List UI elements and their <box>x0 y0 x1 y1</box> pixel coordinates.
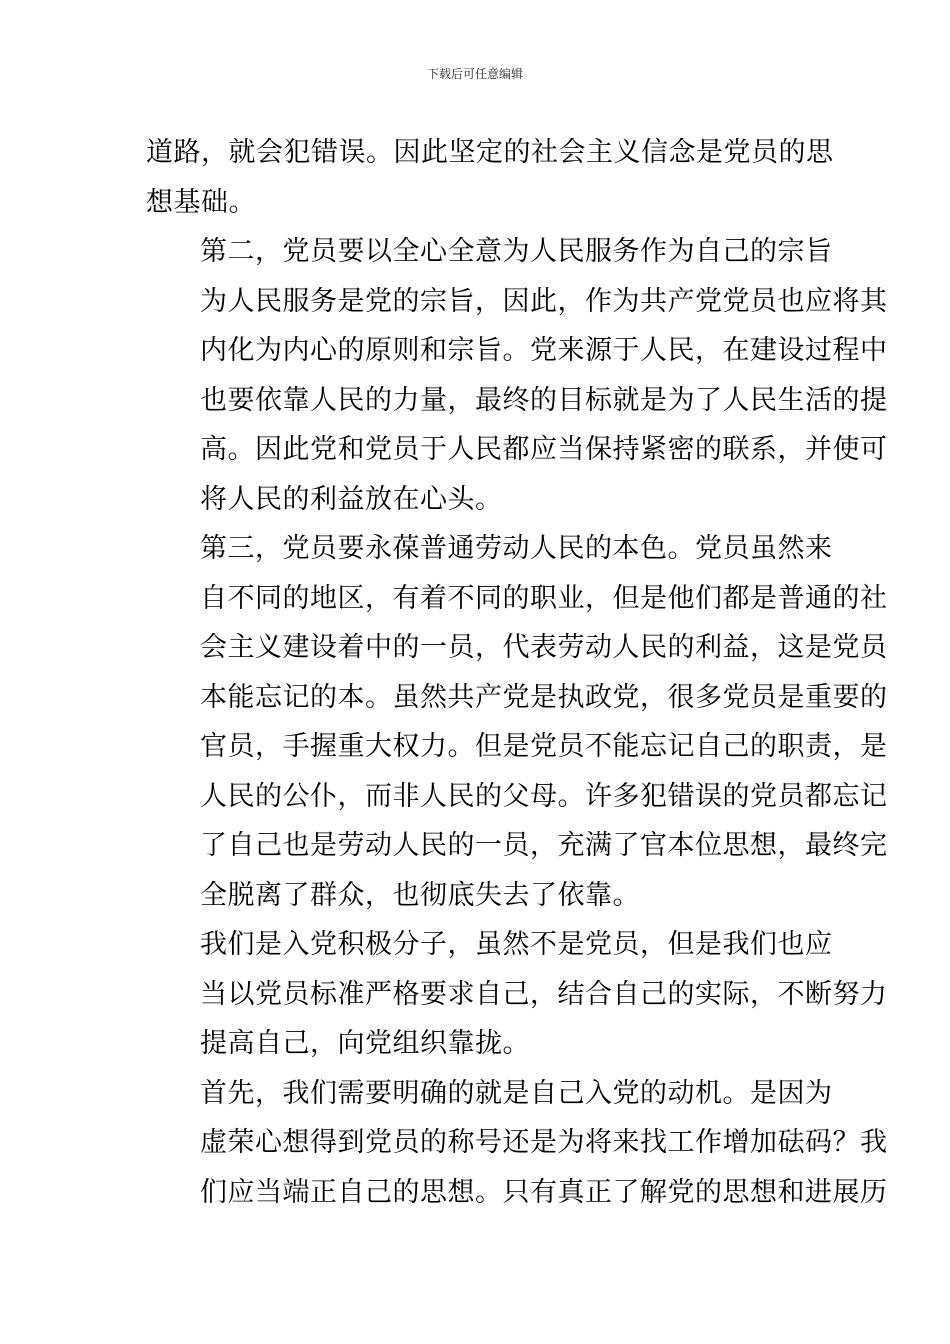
text-line: 首先，我们需要明确的就是自己入党的动机。是因为 <box>200 1077 833 1109</box>
text-line: 官员，手握重大权力。但是党员不能忘记自己的职责，是 <box>200 731 888 762</box>
text-line: 道路，就会犯错误。因此坚定的社会主义信念是党员的思 <box>146 137 834 168</box>
text-line: 第三，党员要永葆普通劳动人民的本色。党员虽然来 <box>200 533 833 564</box>
text-line: 人民的公仆，而非人民的父母。许多犯错误的党员都忘记 <box>200 780 888 812</box>
body-text <box>146 128 888 1217</box>
text-line: 高。因此党和党员于人民都应当保持紧密的联系，并使可 <box>200 434 888 465</box>
text-line: 提高自己，向党组织靠拢。 <box>200 1028 530 1059</box>
text-line: 们应当端正自己的思想。只有真正了解党的思想和进展历 <box>200 1176 888 1208</box>
paragraph <box>146 1069 888 1218</box>
text-line: 虚荣心想得到党员的称号还是为将来找工作增加砝码？我 <box>200 1127 888 1158</box>
text-line: 为人民服务是党的宗旨，因此，作为共产党党员也应将其 <box>200 285 888 317</box>
text-line: 本能忘记的本。虽然共产党是执政党，很多党员是重要的 <box>200 681 888 713</box>
text-line: 自不同的地区，有着不同的职业，但是他们都是普通的社 <box>200 582 888 614</box>
text-line: 第二，党员要以全心全意为人民服务作为自己的宗旨 <box>200 236 833 267</box>
text-line: 了自己也是劳动人民的一员，充满了官本位思想，最终完 <box>200 830 888 861</box>
paragraph <box>146 128 834 227</box>
paragraph <box>146 920 888 1069</box>
paragraph <box>146 227 888 524</box>
paragraph <box>146 524 888 920</box>
text-line: 也要依靠人民的力量，最终的目标就是为了人民生活的提 <box>200 384 888 416</box>
text-line: 想基础。 <box>146 186 256 218</box>
text-line: 全脱离了群众，也彻底失去了依靠。 <box>200 879 640 911</box>
page-header: 下载后可任意编辑 <box>426 67 523 81</box>
text-line: 将人民的利益放在心头。 <box>200 483 503 515</box>
text-line: 会主义建设着中的一员，代表劳动人民的利益，这是党员 <box>200 632 888 663</box>
text-line: 内化为内心的原则和宗旨。党来源于人民，在建设过程中 <box>200 335 888 366</box>
text-line: 当以党员标准严格要求自己，结合自己的实际，不断努力 <box>200 978 888 1010</box>
text-line: 我们是入党积极分子，虽然不是党员，但是我们也应 <box>200 929 833 960</box>
